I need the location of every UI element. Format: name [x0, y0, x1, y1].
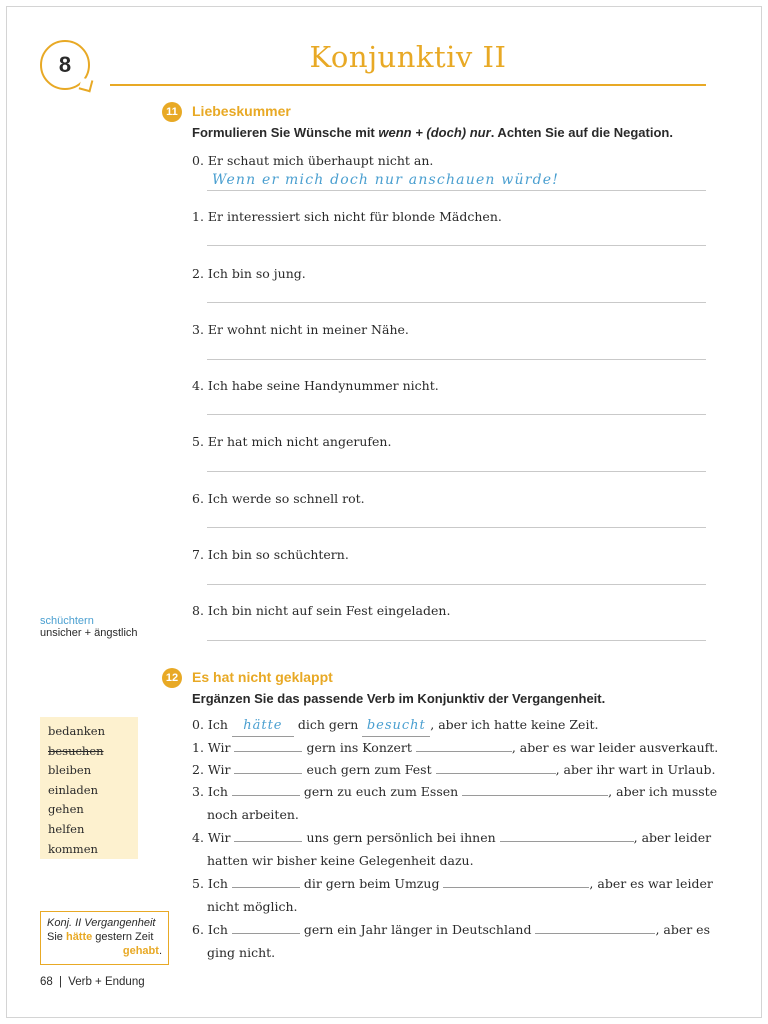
blank-field[interactable]	[234, 760, 302, 774]
exercise-11-number: 11	[162, 102, 182, 122]
grammar-tip-title: Konj. II Vergangenheit	[47, 917, 156, 929]
answer-line[interactable]	[207, 359, 706, 360]
exercise-11-item-6: 6. Ich werde so schnell rot.	[192, 491, 365, 506]
exercise-12-instruction: Ergänzen Sie das passende Verb im Konjunktiv der Vergangenheit.	[192, 691, 606, 706]
exercise-12-item-3: 3. Ich gern zu euch zum Essen , aber ich musste	[192, 784, 718, 799]
answer-line[interactable]	[207, 640, 706, 641]
blank-field[interactable]	[232, 874, 300, 888]
answer-line[interactable]	[207, 190, 706, 191]
exercise-11-item-3: 3. Er wohnt nicht in meiner Nähe.	[192, 322, 409, 337]
word-box	[40, 717, 138, 859]
word-box-item: einladen	[48, 782, 98, 797]
word-box-item: kommen	[48, 841, 98, 856]
exercise-11-title: Liebeskummer	[192, 103, 291, 119]
footer-separator: |	[59, 976, 62, 988]
exercise-11-instruction: Formulieren Sie Wünsche mit wenn + (doch) nur. Achten Sie auf die Negation.	[192, 125, 673, 140]
exercise-12-item-5: 5. Ich dir gern beim Umzug , aber es war leider	[192, 876, 713, 891]
grammar-tip-sentence: Sie hätte gestern Zeit	[47, 931, 154, 943]
chapter-title: Konjunktiv II	[309, 40, 507, 74]
exercise-11-example-answer: Wenn er mich doch nur anschauen würde!	[212, 172, 560, 188]
blank-field[interactable]	[462, 782, 608, 796]
blank-field[interactable]	[234, 738, 302, 752]
answer-line[interactable]	[207, 414, 706, 415]
exercise-12-item-6-continuation: ging nicht.	[207, 945, 276, 960]
page-footer	[40, 976, 145, 988]
exercise-12-item-4: 4. Wir uns gern persönlich bei ihnen , aber leider	[192, 830, 712, 845]
word-box-item: bleiben	[48, 763, 92, 778]
blank-field[interactable]	[232, 782, 300, 796]
exercise-11-item-7: 7. Ich bin so schüchtern.	[192, 547, 349, 562]
page-number: 68	[40, 976, 53, 988]
chapter-number: 8	[58, 52, 72, 77]
exercise-12-item-4-continuation: hatten wir bisher keine Gelegenheit dazu.	[207, 853, 474, 868]
exercise-11-item-8: 8. Ich bin nicht auf sein Fest eingeladen.	[192, 603, 451, 618]
exercise-12-title: Es hat nicht geklappt	[192, 669, 333, 685]
grammar-tip-box	[40, 911, 169, 965]
word-box-item-used: besuchen	[48, 743, 104, 758]
exercise-11-item-1: 1. Er interessiert sich nicht für blonde Mädchen.	[192, 209, 502, 224]
exercise-12-item-5-continuation: nicht möglich.	[207, 899, 298, 914]
vocabulary-note	[40, 615, 138, 639]
exercise-12-item-6: 6. Ich gern ein Jahr länger in Deutschland , aber es	[192, 922, 710, 937]
word-box-item: helfen	[48, 821, 85, 836]
filled-blank: hätte	[232, 716, 294, 737]
answer-line[interactable]	[207, 245, 706, 246]
exercise-12-example: 0. Ich hätte dich gern besucht , aber ich hatte keine Zeit.	[192, 715, 598, 735]
blank-field[interactable]	[234, 828, 302, 842]
word-box-item: gehen	[48, 802, 84, 817]
exercise-11-item-4: 4. Ich habe seine Handynummer nicht.	[192, 378, 439, 393]
blank-field[interactable]	[232, 920, 300, 934]
exercise-12-number: 12	[162, 668, 182, 688]
filled-blank: besucht	[362, 716, 430, 737]
vocabulary-definition: unsicher + ängstlich	[40, 627, 138, 639]
exercise-12-item-2: 2. Wir euch gern zum Fest , aber ihr wart in Urlaub.	[192, 762, 716, 777]
header-divider	[110, 84, 706, 86]
answer-line[interactable]	[207, 527, 706, 528]
answer-line[interactable]	[207, 471, 706, 472]
footer-section: Verb + Endung	[68, 976, 145, 988]
exercise-12-item-1: 1. Wir gern ins Konzert , aber es war leider ausverkauft.	[192, 740, 719, 755]
answer-line[interactable]	[207, 302, 706, 303]
answer-line[interactable]	[207, 584, 706, 585]
grammar-tip-participle: gehabt.	[122, 945, 162, 957]
exercise-12-item-3-continuation: noch arbeiten.	[207, 807, 299, 822]
chapter-number-badge	[40, 40, 90, 90]
blank-field[interactable]	[443, 874, 589, 888]
word-box-item: bedanken	[48, 724, 105, 738]
exercise-11-item-2: 2. Ich bin so jung.	[192, 266, 306, 281]
blank-field[interactable]	[535, 920, 655, 934]
blank-field[interactable]	[436, 760, 556, 774]
blank-field[interactable]	[500, 828, 634, 842]
vocabulary-term: schüchtern	[40, 615, 94, 627]
blank-field[interactable]	[416, 738, 512, 752]
exercise-11-item-5: 5. Er hat mich nicht angerufen.	[192, 434, 392, 449]
exercise-11-example: 0. Er schaut mich überhaupt nicht an.	[192, 153, 434, 168]
